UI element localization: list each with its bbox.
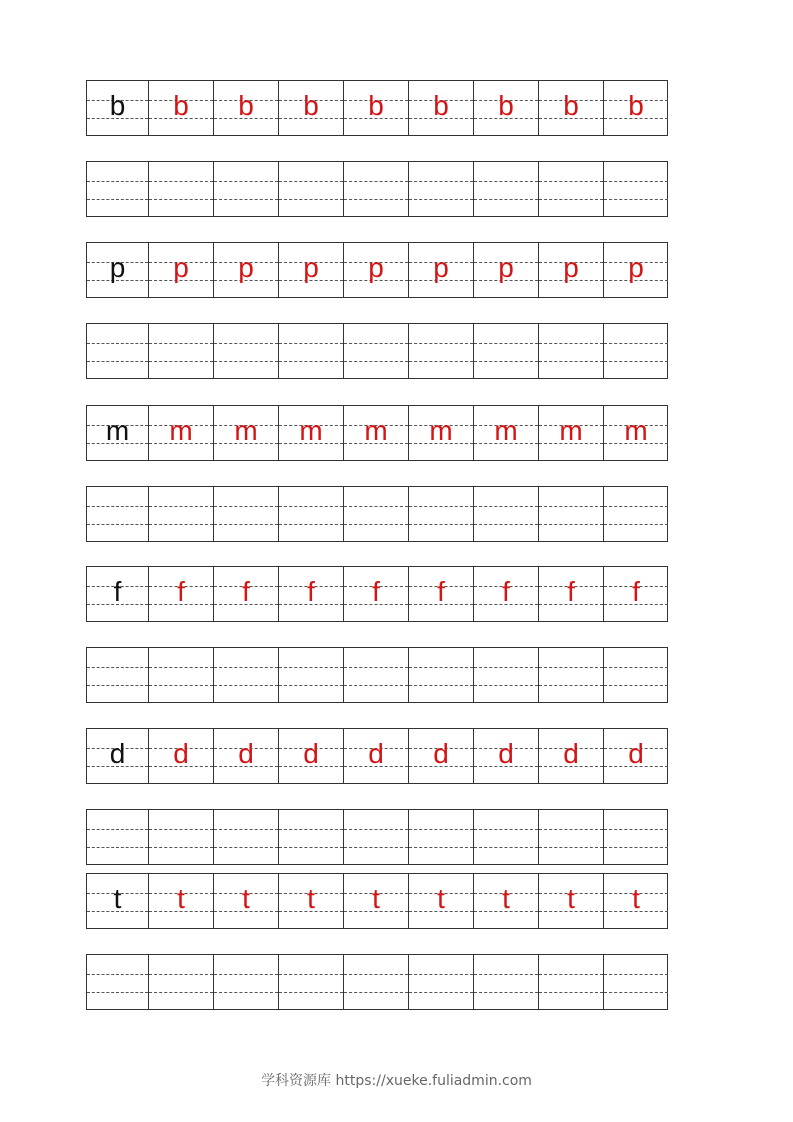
practice-cell [214,81,279,135]
letter-row-d [86,728,668,784]
trace-letter [279,648,343,702]
trace-letter [344,955,408,1009]
practice-cell [474,955,539,1009]
practice-cell [539,874,604,928]
trace-letter [214,648,278,702]
practice-cell [409,487,474,541]
model-cell [87,729,149,783]
practice-cell [149,955,214,1009]
trace-letter: m [234,415,258,446]
trace-letter [344,810,408,864]
model-cell [87,406,149,460]
practice-cell [344,729,409,783]
practice-cell [279,162,344,216]
trace-letter [539,810,603,864]
model-cell [87,567,149,621]
trace-letter: t [372,883,380,914]
trace-letter [539,487,603,541]
practice-cell [214,810,279,864]
practice-cell [409,874,474,928]
trace-letter [474,648,538,702]
trace-letter: p [368,252,384,283]
practice-cell [344,810,409,864]
trace-letter [604,648,668,702]
trace-letter [604,810,668,864]
practice-cell [214,874,279,928]
trace-letter [409,955,473,1009]
trace-letter [409,487,473,541]
practice-cell [149,243,214,297]
practice-cell [214,648,279,702]
trace-letter [279,324,343,378]
practice-cell [409,567,474,621]
model-cell [87,874,149,928]
trace-letter [604,162,668,216]
trace-letter: m [429,415,453,446]
practice-cell [474,648,539,702]
trace-letter [214,955,278,1009]
trace-letter [539,648,603,702]
practice-cell [344,406,409,460]
trace-letter: p [433,252,449,283]
practice-cell [279,324,344,378]
practice-cell [474,810,539,864]
model-cell [87,243,149,297]
trace-letter: m [559,415,583,446]
model-cell [87,81,149,135]
trace-letter: m [494,415,518,446]
trace-letter: m [299,415,323,446]
letter-row-p [86,242,668,298]
trace-letter: f [372,576,380,607]
practice-cell [279,81,344,135]
practice-cell [214,487,279,541]
letter-row-m [86,405,668,461]
letter-row-f [86,566,668,622]
blank-practice-row [86,647,668,703]
trace-letter [344,648,408,702]
practice-cell [604,487,668,541]
practice-cell [474,487,539,541]
trace-letter [474,955,538,1009]
model-letter: b [109,90,126,121]
trace-letter: t [632,883,640,914]
trace-letter [149,955,213,1009]
practice-cell [474,729,539,783]
practice-cell [474,324,539,378]
model-cell [87,324,149,378]
blank-practice-row [86,486,668,542]
trace-letter: d [498,738,514,769]
trace-letter [214,487,278,541]
model-letter [87,955,148,1009]
practice-cell [409,729,474,783]
letter-row-t [86,873,668,929]
practice-cell [409,810,474,864]
trace-letter: t [177,883,185,914]
trace-letter: p [238,252,254,283]
trace-letter [539,162,603,216]
practice-cell [149,874,214,928]
trace-letter [474,810,538,864]
practice-cell [344,243,409,297]
blank-practice-row [86,323,668,379]
trace-letter [604,955,668,1009]
model-cell [87,648,149,702]
practice-cell [149,648,214,702]
practice-cell [214,324,279,378]
trace-letter: b [173,90,189,121]
practice-cell [539,487,604,541]
trace-letter: p [563,252,579,283]
practice-cell [539,810,604,864]
trace-letter: t [307,883,315,914]
practice-cell [604,81,668,135]
letter-row-b [86,80,668,136]
trace-letter: b [368,90,384,121]
trace-letter: f [437,576,445,607]
model-letter [87,324,148,378]
practice-cell [539,81,604,135]
trace-letter [149,487,213,541]
practice-cell [604,567,668,621]
practice-cell [604,874,668,928]
practice-cell [214,955,279,1009]
model-cell [87,955,149,1009]
trace-letter [474,487,538,541]
practice-cell [409,162,474,216]
practice-cell [409,406,474,460]
trace-letter [279,162,343,216]
practice-cell [344,648,409,702]
trace-letter: f [567,576,575,607]
trace-letter [279,810,343,864]
practice-cell [409,243,474,297]
practice-cell [279,406,344,460]
trace-letter: d [303,738,319,769]
practice-cell [279,567,344,621]
practice-cell [539,243,604,297]
trace-letter [604,487,668,541]
model-letter: p [109,252,126,283]
practice-cell [409,81,474,135]
trace-letter: d [433,738,449,769]
practice-cell [604,406,668,460]
practice-cell [279,487,344,541]
practice-cell [604,162,668,216]
trace-letter: f [242,576,250,607]
practice-cell [344,487,409,541]
trace-letter: d [238,738,254,769]
practice-cell [604,324,668,378]
practice-cell [279,729,344,783]
trace-letter: t [437,883,445,914]
trace-letter [214,324,278,378]
blank-practice-row [86,161,668,217]
practice-cell [474,243,539,297]
practice-cell [149,324,214,378]
trace-letter: d [173,738,189,769]
practice-cell [344,955,409,1009]
practice-cell [214,162,279,216]
practice-cell [344,324,409,378]
trace-letter: m [364,415,388,446]
trace-letter [539,955,603,1009]
practice-cell [409,648,474,702]
practice-cell [344,567,409,621]
model-letter [87,162,148,216]
trace-letter: d [563,738,579,769]
trace-letter: b [238,90,254,121]
trace-letter [214,162,278,216]
model-cell [87,810,149,864]
practice-cell [604,243,668,297]
practice-cell [474,162,539,216]
practice-cell [474,81,539,135]
practice-cell [279,810,344,864]
practice-cell [409,324,474,378]
model-letter: d [109,738,126,769]
model-letter: m [105,415,130,446]
trace-letter: p [303,252,319,283]
trace-letter [539,324,603,378]
model-letter [87,810,148,864]
practice-cell [539,406,604,460]
trace-letter: f [632,576,640,607]
trace-letter [604,324,668,378]
practice-cell [279,648,344,702]
practice-cell [344,81,409,135]
practice-cell [539,162,604,216]
practice-cell [214,243,279,297]
trace-letter: b [563,90,579,121]
practice-cell [149,729,214,783]
model-letter [87,487,148,541]
practice-cell [474,874,539,928]
practice-cell [149,406,214,460]
practice-cell [539,648,604,702]
practice-cell [539,729,604,783]
blank-practice-row [86,954,668,1010]
trace-letter: p [498,252,514,283]
trace-letter [279,487,343,541]
practice-cell [279,955,344,1009]
trace-letter [344,324,408,378]
practice-cell [149,567,214,621]
practice-cell [279,243,344,297]
practice-cell [149,81,214,135]
practice-cell [149,810,214,864]
model-letter: f [113,576,122,607]
practice-cell [344,874,409,928]
practice-cell [279,874,344,928]
trace-letter [149,324,213,378]
trace-letter: m [169,415,193,446]
trace-letter: d [628,738,644,769]
trace-letter: f [502,576,510,607]
trace-letter [344,487,408,541]
trace-letter: d [368,738,384,769]
model-cell [87,487,149,541]
practice-cell [474,567,539,621]
trace-letter: f [307,576,315,607]
trace-letter [409,648,473,702]
trace-letter: t [502,883,510,914]
practice-cell [149,487,214,541]
trace-letter [474,324,538,378]
trace-letter: b [498,90,514,121]
practice-cell [214,567,279,621]
trace-letter [214,810,278,864]
footer-source: 学科资源库 https://xueke.fuliadmin.com [261,1073,532,1089]
trace-letter: f [177,576,185,607]
trace-letter [279,955,343,1009]
trace-letter: b [628,90,644,121]
model-letter: t [113,883,122,914]
trace-letter: t [567,883,575,914]
trace-letter: p [628,252,644,283]
practice-cell [604,955,668,1009]
practice-cell [149,162,214,216]
practice-cell [539,955,604,1009]
practice-cell [539,567,604,621]
trace-letter [149,810,213,864]
trace-letter: b [433,90,449,121]
trace-letter [409,810,473,864]
trace-letter: m [624,415,648,446]
practice-cell [604,810,668,864]
practice-cell [604,729,668,783]
trace-letter: t [242,883,250,914]
model-letter [87,648,148,702]
trace-letter [344,162,408,216]
trace-letter [474,162,538,216]
trace-letter: p [173,252,189,283]
blank-practice-row [86,809,668,865]
trace-letter: b [303,90,319,121]
trace-letter [409,324,473,378]
practice-cell [214,406,279,460]
practice-cell [604,648,668,702]
trace-letter [149,162,213,216]
trace-letter [149,648,213,702]
practice-cell [539,324,604,378]
practice-cell [409,955,474,1009]
practice-cell [214,729,279,783]
model-cell [87,162,149,216]
practice-cell [344,162,409,216]
practice-cell [474,406,539,460]
trace-letter [409,162,473,216]
